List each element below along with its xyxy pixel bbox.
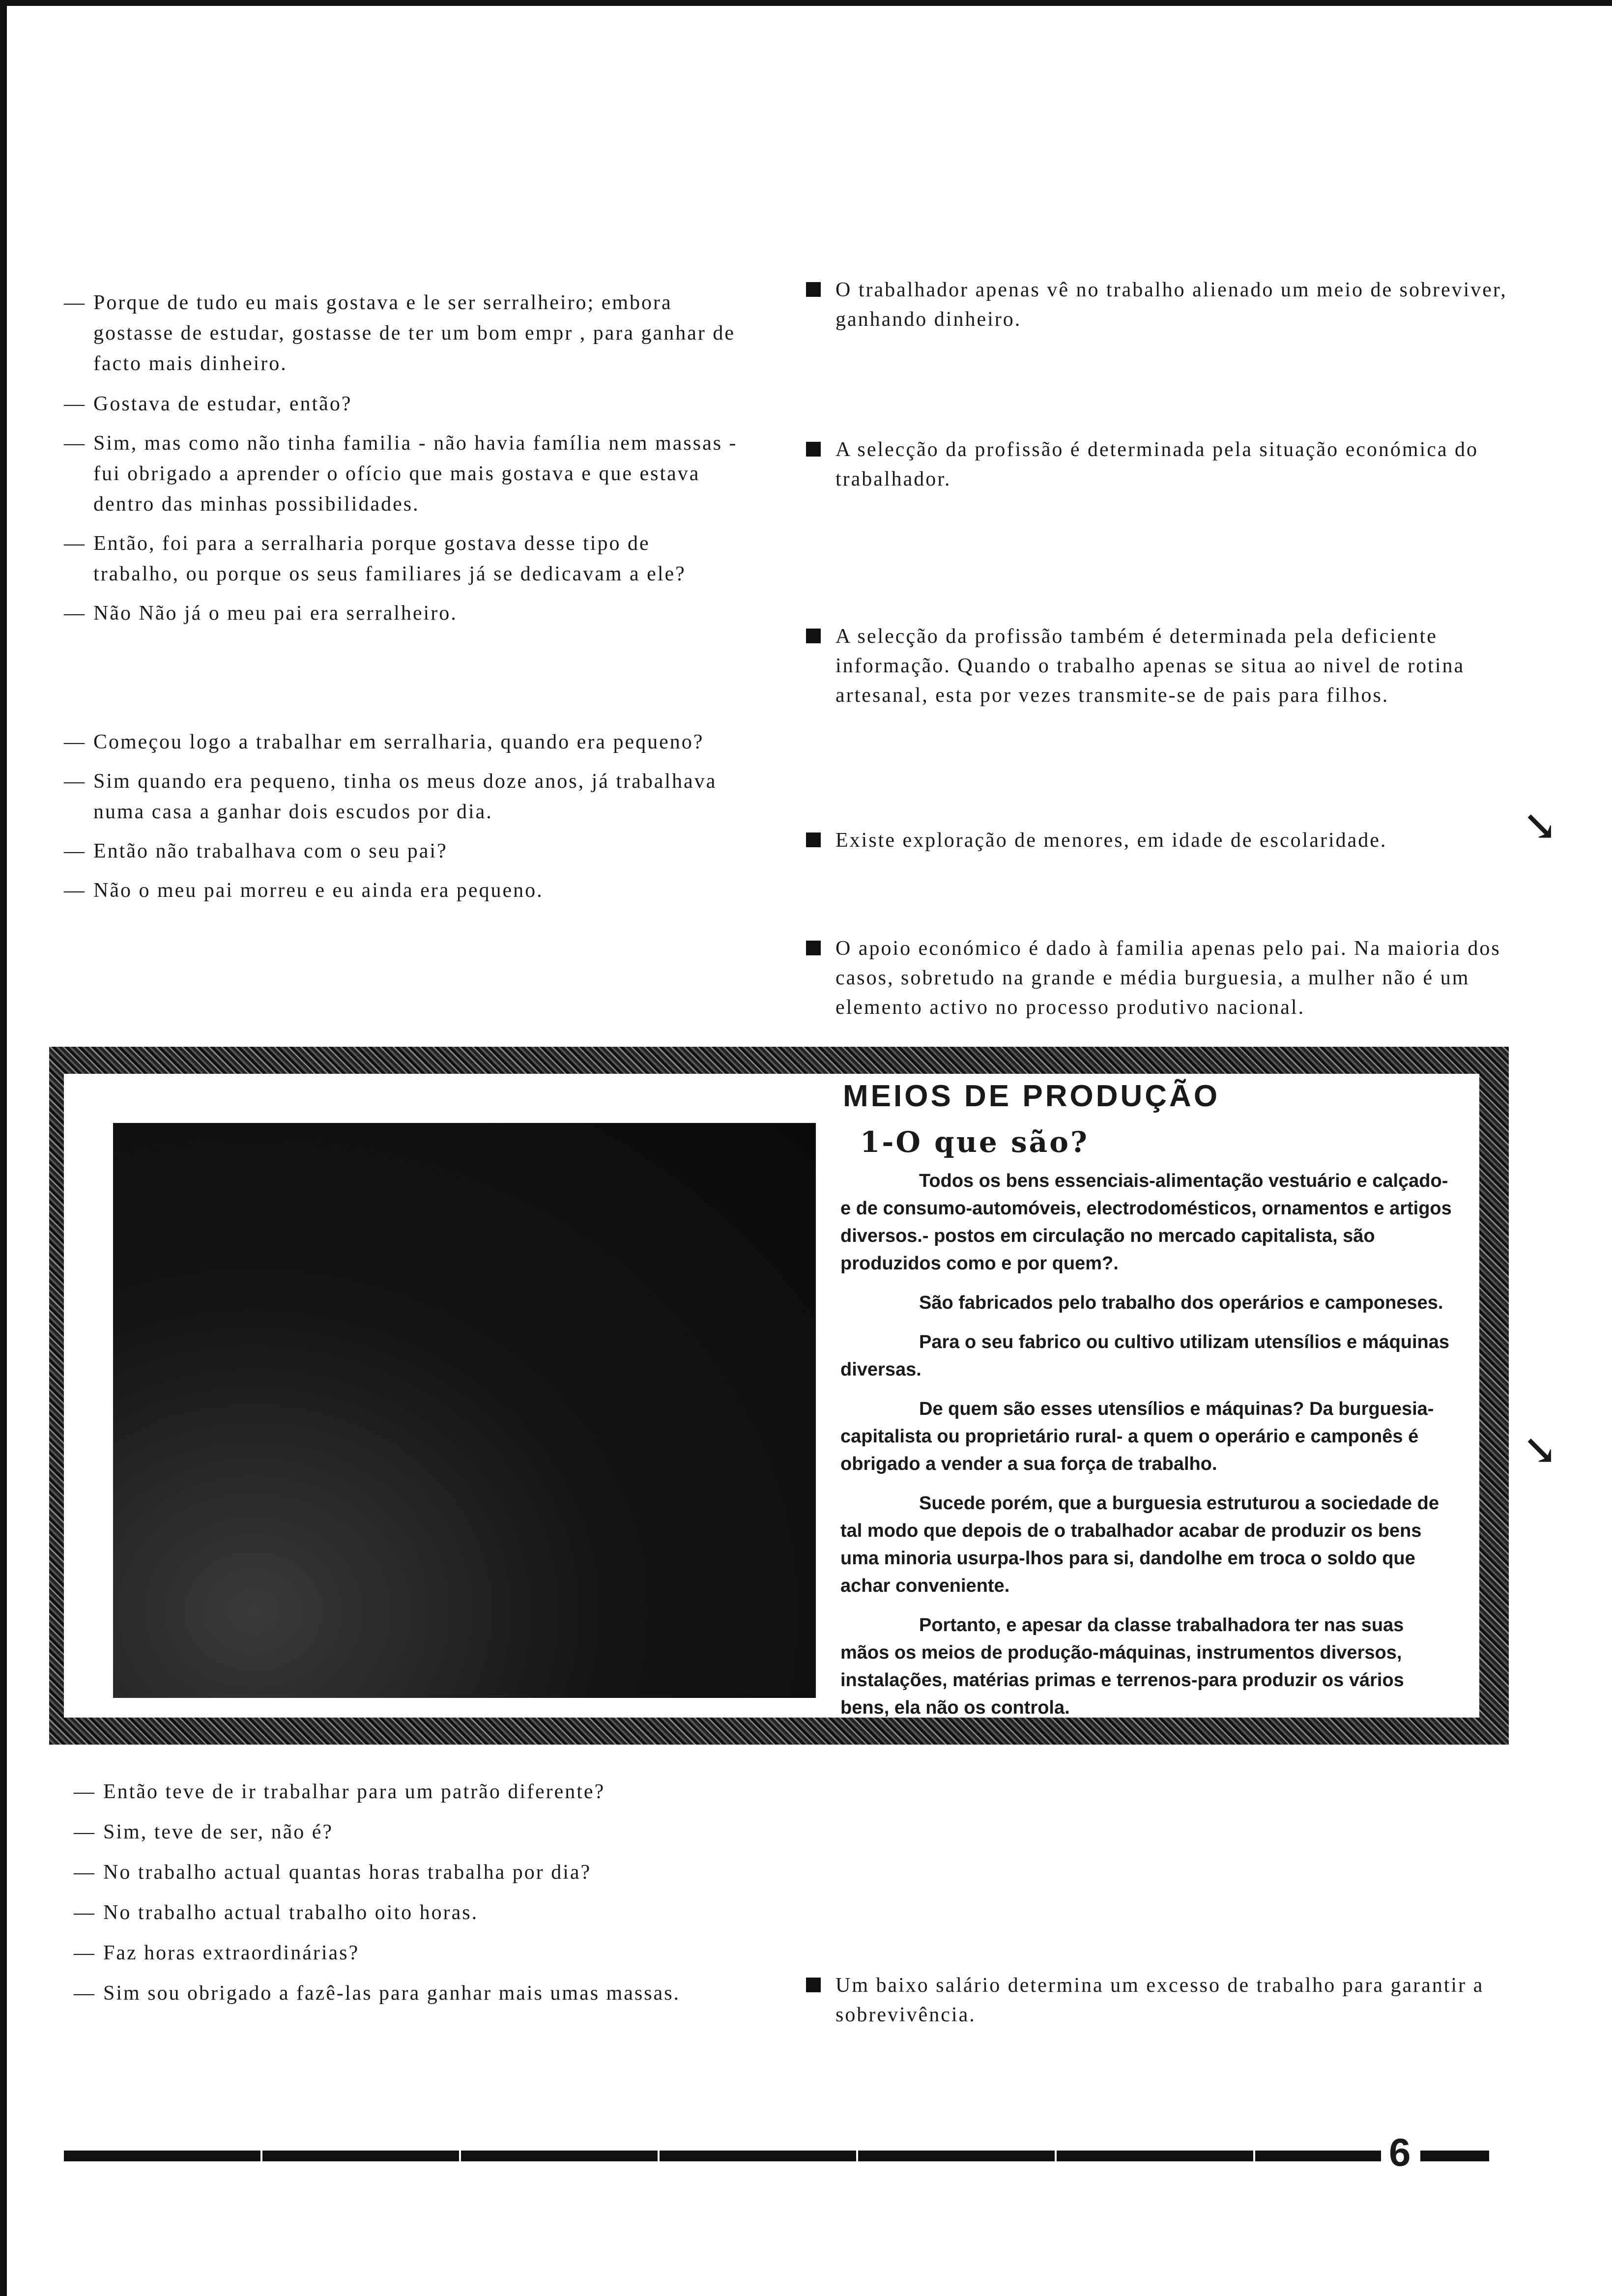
article-title: MEIOS DE PRODUÇÃO [843, 1079, 1220, 1113]
dialogue-text: No trabalho actual trabalho oito horas. [103, 1901, 479, 1924]
interview-top [64, 287, 742, 906]
dialogue-text: Não Não já o meu pai era serralheiro. [93, 602, 458, 625]
dash-marker: — [64, 840, 86, 862]
dash-marker: — [64, 532, 86, 555]
article-paragraph: Todos os bens essenciais-alimentação vestuário e calçado-e de consumo-automóveis, electrodomésticos, ornamentos e artigos diversos.- postos em circulação no mercado capitalista, são produzidos como e por quem?. [840, 1171, 1452, 1274]
dialogue-line [74, 1897, 752, 1928]
dialogue-line [64, 528, 742, 589]
dash-marker: — [64, 432, 86, 455]
dialogue-text: Então, foi para a serralharia porque gostava desse tipo de trabalho, ou porque os seus familiares já se dedicavam a ele? [93, 532, 686, 585]
dialogue-line [64, 875, 742, 906]
dialogue-text: No trabalho actual quantas horas trabalha por dia? [103, 1861, 592, 1884]
margin-mark: ↘ [1523, 804, 1557, 849]
page-border-top [0, 0, 1612, 6]
dash-marker: — [74, 1942, 96, 1964]
note-text: Um baixo salário determina um excesso de trabalho para garantir a sobrevivência. [835, 1974, 1484, 2026]
dash-marker: — [64, 879, 86, 902]
page-border-left [0, 0, 7, 2296]
article-subtitle: 1-O que são? [860, 1125, 1089, 1159]
dash-marker: — [64, 770, 86, 793]
dash-marker: — [74, 1982, 96, 2005]
dialogue-text: Faz horas extraordinárias? [103, 1942, 360, 1964]
dash-marker: — [74, 1821, 96, 1843]
bullet-square-icon [806, 1978, 821, 1992]
dialogue-line [74, 1978, 752, 2009]
dialogue-line [74, 1938, 752, 1968]
dialogue-text: Gostava de estudar, então? [93, 393, 352, 415]
article-paragraph: São fabricados pelo trabalho dos operários e camponeses. [919, 1292, 1443, 1313]
article-paragraph: Para o seu fabrico ou cultivo utilizam utensílios e máquinas diversas. [840, 1332, 1450, 1380]
dialogue-text: Sim quando era pequeno, tinha os meus doze anos, já trabalhava numa casa a ganhar dois escudos por dia. [93, 770, 717, 823]
bullet-square-icon [806, 941, 821, 955]
dialogue-text: Então não trabalhava com o seu pai? [93, 840, 448, 862]
dialogue-line [74, 1857, 752, 1888]
dialogue-text: Sim, teve de ser, não é? [103, 1821, 334, 1843]
commentary-note [806, 622, 1514, 710]
bullet-square-icon [806, 282, 821, 297]
note-text: O trabalhador apenas vê no trabalho alienado um meio de sobreviver, ganhando dinheiro. [835, 279, 1507, 331]
dialogue-text: Porque de tudo eu mais gostava e le ser serralheiro; embora gostasse de estudar, gostasse de ter um bom empr , para ganhar de facto mais dinheiro. [93, 291, 735, 375]
dash-marker: — [74, 1901, 96, 1924]
commentary-note [806, 934, 1514, 1022]
bullet-square-icon [806, 832, 821, 847]
dialogue-line [64, 389, 742, 419]
article-body [840, 1167, 1457, 1733]
dash-marker: — [64, 393, 86, 415]
dash-marker: — [64, 602, 86, 625]
dialogue-text: Então teve de ir trabalhar para um patrão diferente? [103, 1780, 605, 1803]
bullet-square-icon [806, 629, 821, 643]
footer-rule-end [1420, 2151, 1489, 2161]
bullet-square-icon [806, 442, 821, 457]
page-number: 6 [1389, 2130, 1411, 2174]
commentary-note [806, 275, 1514, 334]
article-paragraph: Sucede porém, que a burguesia estruturou a sociedade de tal modo que depois de o trabalhador acabar de produzir os bens uma minoria usurpa-lhos para si, dandolhe em troca o soldo que achar conveniente. [840, 1493, 1439, 1596]
dialogue-line [64, 766, 742, 827]
dash-marker: — [74, 1861, 96, 1884]
note-text: A selecção da profissão é determinada pela situação económica do trabalhador. [835, 438, 1479, 490]
dialogue-text: Começou logo a trabalhar em serralharia, quando era pequeno? [93, 731, 704, 753]
commentary-note [806, 1971, 1514, 2030]
note-text: O apoio económico é dado à familia apenas pelo pai. Na maioria dos casos, sobretudo na grande e média burguesia, a mulher não é um elemento activo no processo produtivo nacional. [835, 937, 1501, 1019]
dialogue-line [64, 727, 742, 757]
note-text: A selecção da profissão também é determinada pela deficiente informação. Quando o trabalho apenas se situa ao nivel de rotina artesanal, esta por vezes transmite-se de pais para filhos. [835, 625, 1465, 707]
dialogue-line [64, 287, 742, 379]
footer-rule [64, 2151, 1381, 2161]
commentary-note [806, 826, 1514, 855]
note-text: Existe exploração de menores, em idade de escolaridade. [835, 829, 1387, 852]
dark-photograph [113, 1123, 816, 1698]
article-paragraph: Portanto, e apesar da classe trabalhadora ter nas suas mãos os meios de produção-máquinas, instrumentos diversos, instalações, matérias primas e terrenos-para produzir os vários bens, ela não os controla. [840, 1615, 1404, 1718]
margin-mark: ↘ [1523, 1428, 1557, 1473]
dash-marker: — [74, 1780, 96, 1803]
dialogue-text: Sim, mas como não tinha familia - não havia família nem massas - fui obrigado a aprender o ofício que mais gostava e que estava dentro das minhas possibilidades. [93, 432, 738, 516]
dialogue-line [64, 428, 742, 519]
dialogue-line [64, 836, 742, 866]
interview-bottom [74, 1777, 752, 2009]
dialogue-line [74, 1817, 752, 1847]
dialogue-text: Sim sou obrigado a fazê-las para ganhar mais umas massas. [103, 1982, 681, 2005]
commentary-note [806, 435, 1514, 494]
dialogue-line [74, 1777, 752, 1807]
dash-marker: — [64, 291, 86, 314]
dash-marker: — [64, 731, 86, 753]
dialogue-text: Não o meu pai morreu e eu ainda era pequeno. [93, 879, 544, 902]
article-paragraph: De quem são esses utensílios e máquinas? Da burguesia-capitalista ou proprietário rural- a quem o operário e camponês é obrigado a vender a sua força de trabalho. [840, 1399, 1434, 1474]
dialogue-line [64, 598, 742, 629]
